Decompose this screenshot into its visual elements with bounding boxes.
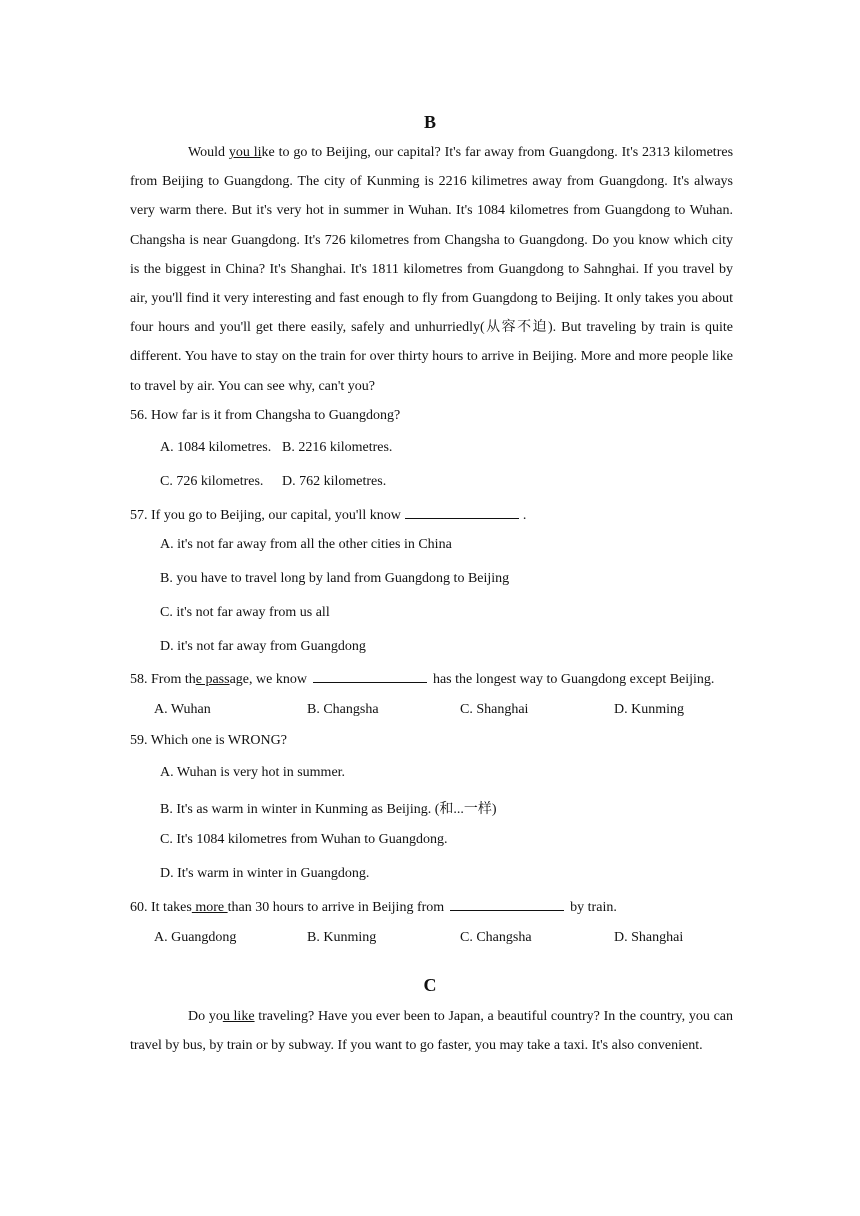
question-58-option-a: A. Wuhan <box>154 702 211 717</box>
question-60-stem <box>130 898 617 916</box>
section-heading-b: B <box>423 112 436 132</box>
question-58-stem-a: 58. From th <box>130 672 196 687</box>
question-60-option-a: A. Guangdong <box>154 930 237 945</box>
question-60-stem-b: than 30 hours to arrive in Beijing from <box>227 900 445 915</box>
question-58-stem <box>130 670 714 688</box>
question-57-option-b: B. you have to travel long by land from Guangdong to Beijing <box>160 571 510 586</box>
passage-c-lead: Do yo <box>188 1009 223 1024</box>
section-heading-c: C <box>423 975 437 995</box>
question-60-stem-end: by train. <box>570 900 617 915</box>
passage-c <box>130 1002 733 1060</box>
question-60-option-b: B. Kunming <box>307 930 377 945</box>
question-58-option-d: D. Kunming <box>614 702 684 717</box>
question-56-option-c: C. 726 kilometres. <box>160 474 264 489</box>
question-59-option-a: A. Wuhan is very hot in summer. <box>160 765 346 780</box>
passage-c-body: traveling? Have you ever been to Japan, a beautiful country? In the country, you can travel by bus, by train or by subway. If you want to go faster, you may take a taxi. It's also convenient. <box>130 1009 733 1054</box>
question-59-option-c: C. It's 1084 kilometres from Wuhan to Guangdong. <box>160 832 448 847</box>
question-56-option-d: D. 762 kilometres. <box>282 474 387 489</box>
answer-blank <box>405 506 519 519</box>
question-58-stem-end: has the longest way to Guangdong except Beijing. <box>432 672 715 687</box>
question-56-option-a: A. 1084 kilometres. <box>160 440 272 455</box>
passage-b-body: ke to go to Beijing, our capital? It's far away from Guangdong. It's 2313 kilometres from Beijing to Guangdong. The city of Kunming is 2216 kilimetres away from Guangdong. It's always very warm there. But it's very hot in summer in Wuhan. It's 1084 kilometres from Guangdong to Wuhan. Changsha is near Guangdong. It's 726 kilometres from Changsha to Guangdong. Do you know which city is the biggest in China? It's Shanghai. It's 1811 kilometres from Guangdong to Sahnghai. If you travel by air, you'll find it very interesting and fast enough to fly from Guangdong to Beijing. It only takes you about four hours and you'll get there easily, safely and unhurriedly(从容不迫). But traveling by train is quite different. You have to stay on the train for over thirty hours to arrive in Beijing. More and more people like to travel by air. You can see why, can't you? <box>130 145 734 394</box>
passage-c-underlined: u like <box>222 1009 255 1024</box>
question-57-stem-end: . <box>522 508 527 523</box>
question-58-stem-b: age, we know <box>229 672 307 687</box>
question-59-stem: 59. Which one is WRONG? <box>130 733 287 748</box>
question-56-stem: 56. How far is it from Changsha to Guangdong? <box>130 408 401 423</box>
question-57-option-c: C. it's not far away from us all <box>160 605 330 620</box>
question-57-option-d: D. it's not far away from Guangdong <box>160 639 366 654</box>
question-58-option-b: B. Changsha <box>307 702 379 717</box>
question-58-stem-underlined: e pass <box>195 672 230 687</box>
question-57-stem-text: 57. If you go to Beijing, our capital, you'll know <box>130 508 401 523</box>
question-60-stem-a: 60. It takes <box>130 900 192 915</box>
question-60-option-c: C. Changsha <box>460 930 532 945</box>
answer-blank <box>450 898 564 911</box>
question-57-option-a: A. it's not far away from all the other cities in China <box>160 537 452 552</box>
question-57-stem <box>130 506 526 524</box>
passage-b-lead: Would <box>188 145 229 160</box>
question-56-option-b: B. 2216 kilometres. <box>282 440 393 455</box>
question-59-option-d: D. It's warm in winter in Guangdong. <box>160 866 370 881</box>
answer-blank <box>313 670 427 683</box>
question-59-option-b: B. It's as warm in winter in Kunming as Beijing. (和...一样) <box>160 802 497 817</box>
question-60-option-d: D. Shanghai <box>614 930 684 945</box>
question-58-option-c: C. Shanghai <box>460 702 529 717</box>
passage-b <box>130 138 733 401</box>
passage-b-underlined: you li <box>228 145 262 160</box>
question-60-stem-underlined: more <box>191 900 228 915</box>
